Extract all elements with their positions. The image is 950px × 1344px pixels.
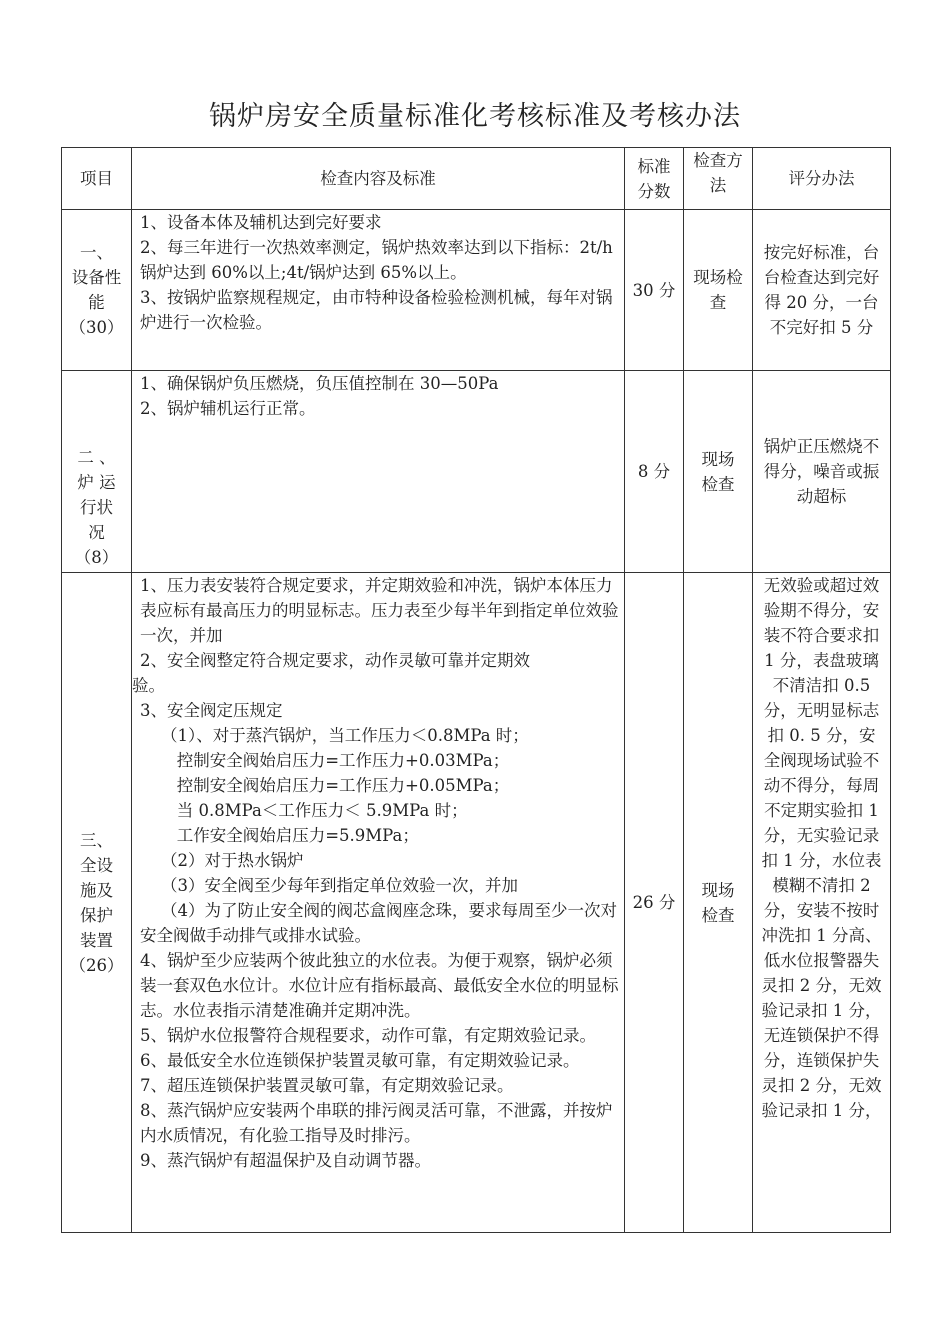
project-line: 行状 — [80, 498, 113, 517]
rating-line: 灵扣 2 分，无效 — [761, 976, 882, 995]
rating-line: 不定期实验扣 1 — [764, 801, 879, 820]
content-cell — [132, 210, 625, 371]
content-line: （4）为了防止安全阀的阀芯盒阀座念珠，要求每周至少一次对安全阀做手动排气或排水试验。 — [140, 901, 617, 945]
content-line: 7、超压连锁保护装置灵敏可靠，有定期效验记录。 — [140, 1076, 514, 1095]
content-line: 9、蒸汽锅炉有超温保护及自动调节器。 — [140, 1151, 431, 1170]
rating-line: 分，无实验记录 — [763, 826, 880, 845]
score-cell: 30 分 — [625, 210, 684, 371]
method-line: 现场检 — [693, 268, 743, 287]
content-cell — [132, 371, 625, 573]
rating-line: 动超标 — [796, 487, 847, 506]
rating-line: 台检查达到完好 — [763, 268, 880, 287]
project-cell — [62, 371, 132, 573]
rating-line: 扣 0. 5 分，安 — [767, 726, 876, 745]
project-line: （30） — [69, 318, 124, 337]
header-project: 项目 — [62, 148, 132, 210]
header-score — [625, 148, 684, 210]
rating-line: 不完好扣 5 分 — [769, 318, 874, 337]
method-cell — [684, 210, 753, 371]
method-line: 查 — [709, 293, 727, 312]
table-row — [62, 371, 891, 573]
document-title: 锅炉房安全质量标准化考核标准及考核办法 — [209, 101, 741, 132]
rating-line: 得分，噪音或振 — [763, 462, 880, 481]
project-line: （8） — [74, 548, 119, 567]
rating-line: 装不符合要求扣 — [763, 626, 880, 645]
rating-cell — [753, 371, 891, 573]
project-line: 能 — [88, 293, 105, 312]
rating-line: 无连锁保护不得 — [763, 1026, 880, 1045]
rating-line: 验记录扣 1 分， — [761, 1001, 882, 1020]
content-line: 3、安全阀定压规定 — [140, 701, 283, 720]
rating-line: 验期不得分，安 — [763, 601, 880, 620]
project-line: 施及 — [80, 880, 113, 900]
content-line: 控制安全阀始启压力=工作压力+0.05MPa； — [140, 776, 510, 795]
rating-line: 灵扣 2 分，无效 — [761, 1076, 882, 1095]
assessment-table — [61, 147, 891, 1233]
content-line: 2、每三年进行一次热效率测定，锅炉热效率达到以下指标：2t/h 锅炉达到 60%以上;4t/锅炉达到 65%以上。 — [140, 238, 619, 282]
project-line: 三、 — [80, 830, 113, 850]
content-line: （3）安全阀至少每年到指定单位效验一次，并加 — [140, 876, 518, 895]
content-line: 工作安全阀始启压力=5.9MPa； — [140, 826, 419, 845]
project-line: 设备性 — [71, 268, 122, 287]
method-cell — [684, 371, 753, 573]
method-line: 检查 — [701, 474, 735, 494]
content-line: （2）对于热水锅炉 — [140, 851, 304, 870]
project-line: 全设 — [80, 855, 113, 875]
rating-line: 扣 1 分，水位表 — [761, 851, 882, 870]
content-line: 当 0.8MPa＜工作压力＜ 5.9MPa 时； — [140, 801, 468, 820]
project-cell — [62, 573, 132, 1233]
method-line: 现场 — [701, 449, 735, 469]
rating-line: 不清洁扣 0.5 — [772, 676, 871, 695]
content-line: 3、按锅炉监察规程规定，由市特种设备检验检测机械，每年对锅炉进行一次检验。 — [140, 288, 613, 332]
project-cell — [62, 210, 132, 371]
content-line: （1）、对于蒸汽锅炉，当工作压力＜0.8MPa 时； — [140, 726, 529, 745]
rating-line: 1 分，表盘玻璃 — [764, 651, 879, 670]
header-method — [684, 148, 753, 210]
content-line: 控制安全阀始启压力=工作压力+0.03MPa； — [140, 751, 510, 770]
content-line: 5、锅炉水位报警符合规程要求，动作可靠，有定期效验记录。 — [140, 1026, 596, 1045]
content-cell — [132, 573, 625, 1233]
header-method-line: 检查方 — [693, 151, 743, 170]
project-line: 况 — [88, 523, 105, 542]
rating-cell — [753, 573, 891, 1233]
project-line: 炉 运 — [77, 473, 116, 492]
content-line: 1、设备本体及辅机达到完好要求 — [140, 213, 382, 232]
content-line: 4、锅炉至少应装两个彼此独立的水位表。为便于观察，锅炉必须装一套双色水位计。水位计应有指标最高、最低安全水位的明显标志。水位表指示清楚准确并定期冲洗。 — [140, 951, 619, 1020]
method-line: 现场 — [701, 880, 735, 900]
content-line: 2、安全阀整定符合规定要求，动作灵敏可靠并定期效 — [140, 651, 530, 670]
rating-line: 按完好标准，台 — [763, 243, 880, 262]
header-score-line: 标准 — [637, 156, 671, 176]
project-line: （26） — [69, 955, 124, 975]
header-content: 检查内容及标准 — [132, 148, 625, 210]
rating-line: 分，连锁保护失 — [763, 1051, 880, 1070]
header-row — [62, 148, 891, 210]
rating-line: 分，安装不按时 — [763, 901, 880, 920]
rating-line: 模糊不清扣 2 — [772, 876, 871, 895]
rating-line: 动不得分，每周 — [763, 776, 880, 795]
content-line: 8、蒸汽锅炉应安装两个串联的排污阀灵活可靠，不泄露，并按炉内水质情况，有化验工指导及时排污。 — [140, 1101, 613, 1145]
project-line: 装置 — [80, 930, 113, 950]
content-line: 6、最低安全水位连锁保护装置灵敏可靠，有定期效验记录。 — [140, 1051, 580, 1070]
header-rating: 评分办法 — [753, 148, 891, 210]
project-line: 一、 — [80, 243, 113, 262]
header-score-line: 分数 — [637, 181, 671, 201]
header-method-line: 法 — [709, 176, 727, 195]
content-line: 1、压力表安装符合规定要求，并定期效验和冲洗，锅炉本体压力表应标有最高压力的明显标志。压力表至少每半年到指定单位效验一次，并加 — [140, 576, 619, 645]
table-row — [62, 210, 891, 371]
rating-line: 得 20 分，一台 — [764, 293, 879, 312]
score-cell: 8 分 — [625, 371, 684, 573]
method-line: 检查 — [701, 905, 735, 925]
rating-line: 无效验或超过效 — [763, 576, 880, 595]
rating-line: 分，无明显标志 — [763, 701, 880, 720]
content-line: 1、确保锅炉负压燃烧，负压值控制在 30—50Pa — [140, 374, 499, 393]
rating-cell — [753, 210, 891, 371]
rating-line: 冲洗扣 1 分高、 — [761, 926, 882, 945]
content-line: 验。 — [132, 676, 165, 695]
rating-line: 全阀现场试验不 — [763, 751, 880, 770]
rating-line: 低水位报警器失 — [763, 951, 880, 970]
project-line: 二 、 — [77, 448, 116, 467]
table-row — [62, 573, 891, 1233]
rating-line: 锅炉正压燃烧不 — [763, 437, 880, 456]
rating-line: 验记录扣 1 分， — [761, 1101, 882, 1120]
content-line: 2、锅炉辅机运行正常。 — [140, 399, 316, 418]
score-cell: 26 分 — [625, 573, 684, 1233]
method-cell — [684, 573, 753, 1233]
project-line: 保护 — [80, 905, 113, 925]
